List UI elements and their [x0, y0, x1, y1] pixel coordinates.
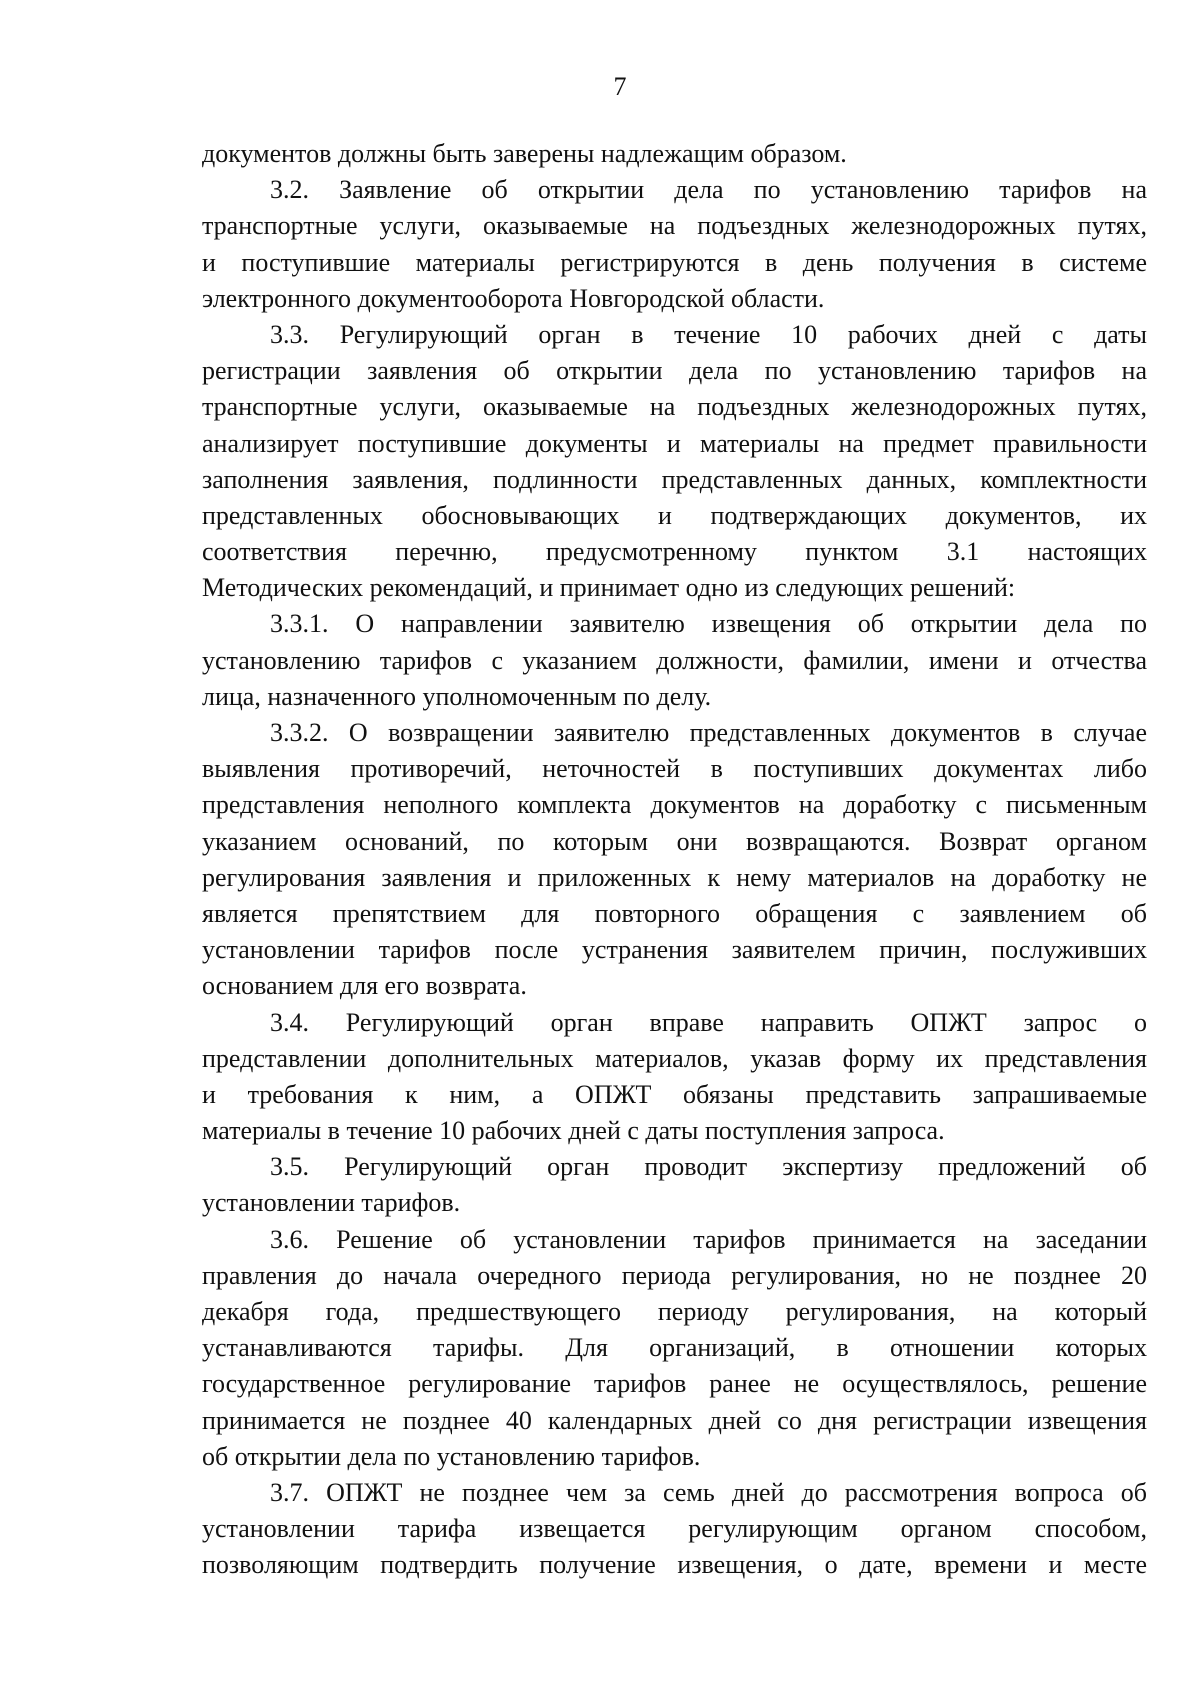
page-number: 7: [613, 72, 627, 101]
text-line: 3.7. ОПЖТ не позднее чем за семь дней до рассмотрения вопроса об: [270, 1477, 1147, 1507]
text-line: регистрации заявления об открытии дела по установлению тарифов на: [202, 356, 1147, 386]
text-line: установлении тарифа извещается регулирующим органом способом,: [202, 1514, 1147, 1544]
text-line: правления до начала очередного периода регулирования, но не позднее 20: [202, 1260, 1147, 1290]
text-line: транспортные услуги, оказываемые на подъездных железнодорожных путях,: [202, 392, 1147, 422]
text-line: анализирует поступившие документы и материалы на предмет правильности: [202, 428, 1147, 458]
text-line: указанием оснований, по которым они возвращаются. Возврат органом: [202, 826, 1147, 856]
text-line: представлении дополнительных материалов, указав форму их представления: [202, 1043, 1147, 1073]
document-body: [202, 136, 1147, 1584]
text-line: об открытии дела по установлению тарифов.: [202, 1441, 701, 1471]
text-line: установлении тарифов.: [202, 1188, 461, 1218]
text-line: и требования к ним, а ОПЖТ обязаны представить запрашиваемые: [202, 1079, 1147, 1109]
text-line: государственное регулирование тарифов ранее не осуществлялось, решение: [202, 1369, 1147, 1399]
text-line: электронного документооборота Новгородской области.: [202, 283, 825, 313]
text-line: основанием для его возврата.: [202, 971, 527, 1001]
text-line: 3.6. Решение об установлении тарифов принимается на заседании: [270, 1224, 1147, 1254]
text-line: материалы в течение 10 рабочих дней с даты поступления запроса.: [202, 1116, 945, 1146]
text-line: 3.3. Регулирующий орган в течение 10 рабочих дней с даты: [270, 319, 1147, 349]
text-line: документов должны быть заверены надлежащим образом.: [202, 139, 847, 168]
text-line: 3.5. Регулирующий орган проводит экспертизу предложений об: [270, 1152, 1147, 1182]
text-line: 3.2. Заявление об открытии дела по установлению тарифов на: [270, 175, 1147, 205]
text-line: 3.4. Регулирующий орган вправе направить ОПЖТ запрос о: [270, 1007, 1147, 1037]
text-line: позволяющим подтвердить получение извещения, о дате, времени и месте: [202, 1550, 1147, 1580]
text-line: лица, назначенного уполномоченным по делу.: [202, 681, 712, 711]
text-line: выявления противоречий, неточностей в поступивших документах либо: [202, 754, 1147, 784]
text-line: регулирования заявления и приложенных к нему материалов на доработку не: [202, 862, 1147, 892]
text-line: 3.3.2. О возвращении заявителю представленных документов в случае: [270, 718, 1147, 747]
text-line: представленных обосновывающих и подтверждающих документов, их: [202, 500, 1147, 530]
text-line: устанавливаются тарифы. Для организаций, в отношении которых: [202, 1333, 1147, 1363]
text-line: 3.3.1. О направлении заявителю извещения об открытии дела по: [270, 609, 1147, 639]
text-line: установлении тарифов после устранения заявителем причин, послуживших: [202, 935, 1147, 965]
text-line: заполнения заявления, подлинности представленных данных, комплектности: [202, 464, 1147, 494]
text-line: принимается не позднее 40 календарных дней со дня регистрации извещения: [202, 1405, 1147, 1435]
text-line: представления неполного комплекта документов на доработку с письменным: [202, 790, 1147, 820]
text-line: установлению тарифов с указанием должности, фамилии, имени и отчества: [202, 645, 1147, 675]
text-line: и поступившие материалы регистрируются в день получения в системе: [202, 247, 1147, 277]
text-line: декабря года, предшествующего периоду регулирования, на который: [202, 1297, 1147, 1326]
text-line: Методических рекомендаций, и принимает одно из следующих решений:: [202, 573, 1016, 603]
text-line: соответствия перечню, предусмотренному пунктом 3.1 настоящих: [202, 537, 1147, 567]
text-line: является препятствием для повторного обращения с заявлением об: [202, 898, 1147, 928]
text-line: транспортные услуги, оказываемые на подъездных железнодорожных путях,: [202, 211, 1147, 241]
